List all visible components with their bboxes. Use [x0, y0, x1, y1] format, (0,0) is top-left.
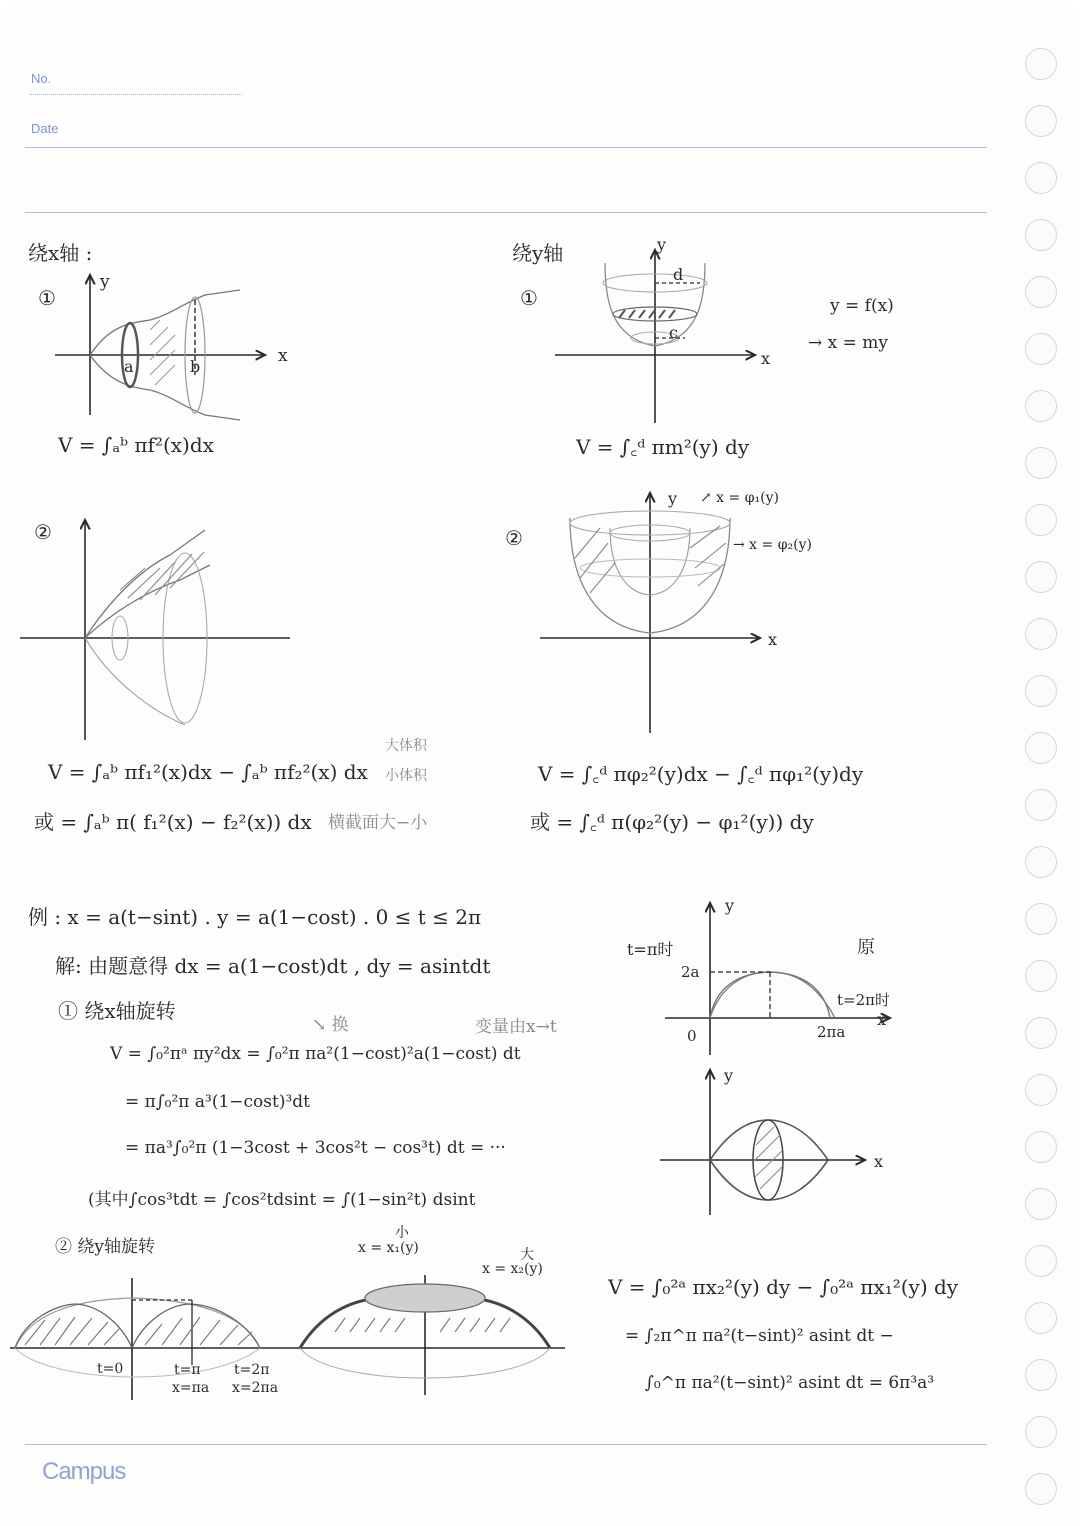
tick-t0: t=0	[97, 1361, 124, 1377]
note-change: ↘ 换	[312, 1015, 349, 1035]
case-y1-number: ①	[520, 286, 538, 310]
no-line	[30, 94, 242, 95]
binder-hole	[1025, 561, 1057, 593]
tick-t2pi: t=2π	[234, 1362, 270, 1378]
g2-label-x: x	[874, 1152, 884, 1171]
binder-hole	[1025, 276, 1057, 308]
g1-label-2a: 2a	[681, 963, 700, 981]
x1-label-b: b	[190, 357, 201, 376]
case-y2-number: ②	[505, 526, 523, 550]
binder-hole	[1025, 675, 1057, 707]
x1-label-x: x	[278, 346, 288, 366]
g1-label-0: 0	[687, 1027, 697, 1045]
final-formula-2: = ∫₂π^π πa²(t−sint)² asint dt −	[625, 1326, 894, 1346]
step3: = πa³∫₀²π (1−3cost + 3cos²t − cos³t) dt = ···	[125, 1138, 506, 1158]
g2-label-y: y	[724, 1066, 734, 1085]
binder-hole	[1025, 1188, 1057, 1220]
step4: (其中∫cos³tdt = ∫cos²tdsint = ∫(1−sin²t) dsint	[88, 1190, 476, 1210]
binder-hole	[1025, 162, 1057, 194]
date-label: Date	[31, 121, 59, 136]
header-rule	[25, 147, 987, 148]
binder-hole	[1025, 390, 1057, 422]
binder-hole	[1025, 1359, 1057, 1391]
binder-hole	[1025, 903, 1057, 935]
final-formula-1: V = ∫₀²ᵃ πx₂²(y) dy − ∫₀²ᵃ πx₁²(y) dy	[608, 1275, 959, 1299]
g1-label-y: y	[725, 896, 735, 915]
binder-hole	[1025, 1302, 1057, 1334]
binder-hole	[1025, 789, 1057, 821]
case-x1-number: ①	[38, 286, 56, 310]
example-solution: 解: 由题意得 dx = a(1−cost)dt , dy = asintdt	[55, 954, 491, 978]
tick-x2pia: x=2πa	[232, 1380, 279, 1396]
g1-label-2pia: 2πa	[817, 1023, 846, 1041]
final-formula-3: ∫₀^π πa²(t−sint)² asint dt = 6π³a³	[645, 1373, 935, 1393]
y1-label-x: x	[761, 349, 771, 368]
x1-label-a: a	[124, 357, 134, 376]
figure-x1	[50, 265, 300, 425]
side-eq-x-my: → x = my	[808, 333, 889, 353]
bottom-rule	[25, 1444, 987, 1445]
y2-label-y: y	[668, 489, 678, 508]
label-x1: x = x₁(y)	[358, 1240, 419, 1256]
binder-hole	[1025, 504, 1057, 536]
alt-formula-x2: 或 = ∫ₐᵇ π( f₁²(x) − f₂²(x)) dx	[34, 810, 312, 834]
g1-label-tpi: t=π时	[627, 940, 674, 959]
example-problem: 例 : x = a(t−sint) . y = a(1−cost) . 0 ≤ t ≤ 2π	[28, 905, 482, 929]
binder-hole	[1025, 846, 1057, 878]
formula-y1: V = ∫꜀ᵈ πm²(y) dy	[576, 435, 750, 459]
case-x2-number: ②	[34, 520, 52, 544]
label-phi2: → x = φ₂(y)	[733, 537, 812, 553]
figure-y1	[555, 235, 785, 428]
binder-hole	[1025, 1245, 1057, 1277]
figure-y2	[540, 488, 790, 733]
section-y-title: 绕y轴	[512, 241, 564, 265]
figure-x2	[20, 510, 300, 745]
binder-hole	[1025, 1017, 1057, 1049]
y1-label-d: d	[673, 265, 684, 284]
binder-hole	[1025, 618, 1057, 650]
tick-tpi: t=π	[174, 1362, 201, 1378]
part2-title: ② 绕y轴旋转	[55, 1237, 156, 1257]
formula-x2: V = ∫ₐᵇ πf₁²(x)dx − ∫ₐᵇ πf₂²(x) dx	[48, 760, 368, 784]
no-label: No.	[31, 71, 52, 86]
binder-hole	[1025, 105, 1057, 137]
binder-hole	[1025, 960, 1057, 992]
section-x-title: 绕x轴 :	[28, 241, 93, 265]
y2-label-x: x	[768, 630, 778, 649]
cycloid-graph	[625, 895, 925, 1055]
binder-hole	[1025, 1473, 1057, 1505]
binder-hole	[1025, 1074, 1057, 1106]
x1-label-y: y	[100, 272, 110, 292]
formula-y2: V = ∫꜀ᵈ πφ₂²(y)dx − ∫꜀ᵈ πφ₁²(y)dy	[538, 762, 864, 786]
alt-formula-y2: 或 = ∫꜀ᵈ π(φ₂²(y) − φ₁²(y)) dy	[530, 810, 814, 834]
binder-hole	[1025, 333, 1057, 365]
binder-hole	[1025, 1131, 1057, 1163]
g1-label-t2pi: t=2π时	[837, 991, 890, 1009]
label-small: 小	[395, 1225, 409, 1241]
side-eq-y-fx: y = f(x)	[830, 296, 894, 316]
binder-hole	[1025, 732, 1057, 764]
note-variable: 变量由x→t	[475, 1017, 557, 1037]
step2: = π∫₀²π a³(1−cost)³dt	[125, 1092, 310, 1112]
note-small-volume: 小体积	[385, 768, 427, 784]
label-phi1: ↗ x = φ₁(y)	[700, 490, 779, 506]
note-cross-section: 横截面大−小	[328, 813, 428, 833]
y1-label-c: c	[669, 323, 678, 342]
step1: V = ∫₀²πᵃ πy²dx = ∫₀²π πa²(1−cost)²a(1−cost) dt	[110, 1044, 521, 1064]
binder-hole	[1025, 219, 1057, 251]
binder-hole	[1025, 447, 1057, 479]
tick-xpia: x=πa	[172, 1380, 210, 1396]
g1-label-x: x	[877, 1010, 887, 1029]
formula-x1: V = ∫ₐᵇ πf²(x)dx	[58, 433, 214, 457]
g1-label-origin: 原	[857, 937, 875, 958]
y1-label-y: y	[657, 235, 667, 254]
top-rule	[25, 212, 987, 213]
label-x2: x = x₂(y)	[482, 1261, 543, 1277]
rotated-solid-graph	[660, 1065, 900, 1215]
note-big-volume: 大体积	[385, 738, 427, 754]
brand-logo: Campus	[42, 1458, 126, 1485]
binder-hole	[1025, 48, 1057, 80]
rotation-y-solid	[290, 1270, 570, 1400]
binder-hole	[1025, 1416, 1057, 1448]
part1-title: ① 绕x轴旋转	[58, 999, 176, 1023]
label-big: 大	[520, 1247, 534, 1263]
